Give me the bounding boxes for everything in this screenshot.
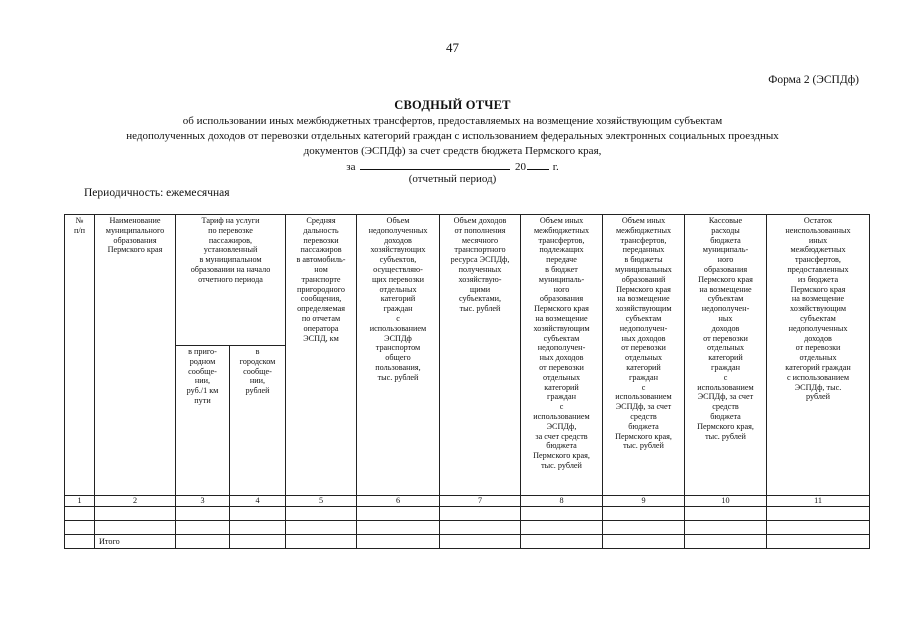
periodicity: Периодичность: ежемесячная [84,187,230,199]
header-cash-expenses: Кассовые расходы бюджета муниципаль- ного образования Пермского края на возмещение субъектам недополучен- ных доходов от перевозки отдельных категорий граждан с использованием ЭСПДф, за счет средств бюджета Пермского края, тыс. рублей [685,215,767,496]
period-prefix: за [346,161,356,173]
table-row [65,507,870,521]
column-number: 11 [767,496,870,507]
period-hint: (отчетный период) [408,173,497,185]
column-number: 10 [685,496,767,507]
column-number-row [65,496,870,507]
column-number: 6 [357,496,440,507]
column-number: 3 [176,496,230,507]
header-row [65,215,870,346]
column-number: 9 [603,496,685,507]
report-title: СВОДНЫЙ ОТЧЕТ [394,98,511,112]
header-transfers-due: Объем иных межбюджетных трансфертов, подлежащих передаче в бюджет муниципаль- ного образования Пермского края на возмещение хозяйствующим субъектам недополучен- ных доходов от перевозки отдельных категорий граждан с использованием ЭСПДф, за счет средств бюджета Пермского края, тыс. рублей [521,215,603,496]
reporting-period-line [0,159,905,173]
subtitle-line: недополученных доходов от перевозки отдельных категорий граждан с использованием федеральных электронных социальных проездных [126,130,779,142]
header-number: № п/п [65,215,95,496]
header-tariff: Тариф на услуги по перевозке пассажиров, установленный в муниципальном образовании на начало отчетного периода [176,215,286,346]
period-suffix: г. [552,161,559,173]
column-number: 2 [95,496,176,507]
header-lost-revenue: Объем недополученных доходов хозяйствующих субъектов, осуществляю- щих перевозки отдельных категорий граждан с использованием ЭСПДф транспортом общего пользования, тыс. рублей [357,215,440,496]
column-number: 5 [286,496,357,507]
column-number: 1 [65,496,95,507]
header-transfers-paid: Объем иных межбюджетных трансфертов, переданных в бюджеты муниципальных образований Пермского края на возмещение хозяйствующим субъектам недополучен- ных доходов от перевозки отдельных категорий граждан с использованием ЭСПДф, за счет средств бюджета Пермского края, тыс. рублей [603,215,685,496]
report-table [64,214,870,549]
year-blank [527,159,549,170]
column-number: 7 [440,496,521,507]
header-municipality: Наименование муниципального образования Пермского края [95,215,176,496]
header-tariff-urban: в городском сообще- нии, рублей [230,346,286,496]
column-number: 4 [230,496,286,507]
total-label: Итого [95,535,176,549]
period-blank [360,159,510,170]
page-number: 47 [446,40,459,55]
header-unused-balance: Остаток неиспользованных иных межбюджетных трансфертов, предоставленных из бюджета Пермского края на возмещение хозяйствующим субъектам недополученных доходов от перевозки отдельных категорий граждан с использованием ЭСПДф, тыс. рублей [767,215,870,496]
report-subtitle [0,114,905,159]
table-row [65,521,870,535]
period-year: 20 [514,161,526,173]
subtitle-line: об использовании иных межбюджетных трансфертов, предоставляемых на возмещение хозяйствующим субъектам [182,115,723,127]
header-tariff-suburban: в приго- родном сообще- нии, руб./1 км пути [176,346,230,496]
total-row [65,535,870,549]
form-label: Форма 2 (ЭСПДф) [768,74,859,86]
subtitle-line: документов (ЭСПДф) за счет средств бюджета Пермского края, [303,145,602,157]
column-number: 8 [521,496,603,507]
header-avg-distance: Средняя дальность перевозки пассажиров в автомобиль- ном транспорте пригородного сообщения, определяемая по отчетам оператора ЭСПД, км [286,215,357,496]
header-topup-revenue: Объем доходов от пополнения месячного транспортного ресурса ЭСПДф, полученных хозяйствую- щими субъектами, тыс. рублей [440,215,521,496]
